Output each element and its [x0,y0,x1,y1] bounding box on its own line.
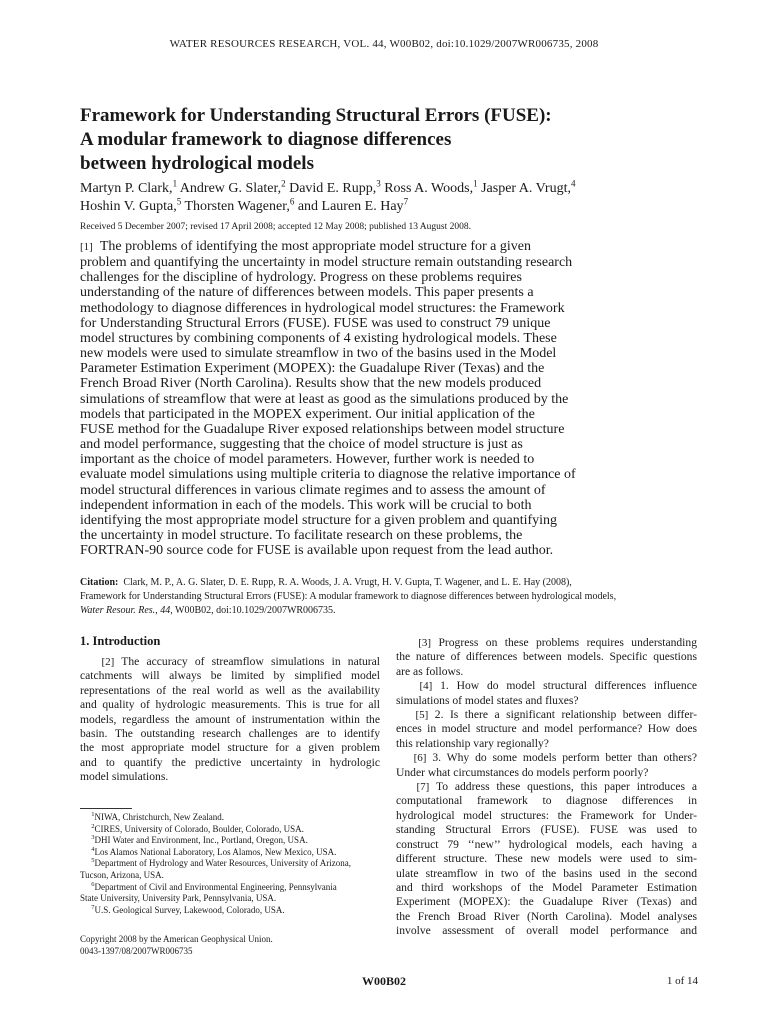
citation-text: Clark, M. P., A. G. Slater, D. E. Rupp, R. A. Woods, J. A. Vrugt, H. V. Gupta, T. Wagener, and L. E. Hay (2008), [123,577,572,588]
citation-tail: , W00B02, doi:10.1029/2007WR006735. [170,605,336,616]
title-line: A modular framework to diagnose differences [80,129,452,150]
footnote-mark: 5 [91,857,95,865]
abstract-line: problem and quantifying the uncertainty in model structure remain outstanding research [80,255,573,271]
abstract-line: FORTRAN-90 source code for FUSE is available upon request from the lead author. [80,543,554,559]
abstract-line: the uncertainty in model structure. To facilitate research on these problems, the [80,527,523,543]
citation-line [80,576,700,590]
footnote-mark: 2 [91,822,95,830]
body-line: simulations of model states and fluxes? [396,693,579,707]
paragraph-marker: [2] [101,656,115,668]
footnote-mark: 4 [91,845,95,853]
footnote [80,905,385,917]
issn-line: 0043-1397/08/2007WR006735 [80,945,193,956]
right-column-text [396,636,697,939]
footnote-continued: Tucson, Arizona, USA. [80,869,164,880]
footnote [80,858,385,870]
body-text: 1. How do model structural differences influence [440,679,698,693]
author-name: Jasper A. Vrugt, [477,181,571,196]
citation-label: Citation: [80,577,119,588]
abstract-line: evaluate model simulations using multiple criteria to diagnose the relative importance of [80,467,576,483]
footnote [80,882,385,894]
abstract-line: new models were used to simulate streamflow in two of the basins used in the Model [80,346,557,362]
affiliation-mark: 7 [403,196,409,207]
abstract-line: for Understanding Structural Errors (FUSE). FUSE was used to construct 79 unique [80,315,551,331]
footnote-text: DHI Water and Environment, Inc., Portland, Oregon, USA. [94,835,308,846]
abstract-line: methodology to diagnose differences in hydrological model structures: the Framework [80,300,565,316]
footnote-continued: State University, University Park, Pennsylvania, USA. [80,893,277,904]
intro-paragraph [80,655,380,785]
affiliation-mark: 2 [281,178,286,189]
body-line: different structure. These new models were used to sim- [396,852,697,866]
footnote [80,824,385,836]
body-line: and third workshops of the Model Parameter Estimation [396,880,697,894]
affiliation-mark: 3 [376,178,381,189]
abstract-line: model structural differences in various climate regimes and to assess the amount of [80,482,546,498]
paragraph-marker: [3] [418,637,432,649]
body-line: construct 79 ‘‘new’’ hydrological models, each having a [396,837,697,851]
footnote-text: CIRES, University of Colorado, Boulder, Colorado, USA. [94,823,304,834]
title-line: between hydrological models [80,153,314,174]
title-line: Framework for Understanding Structural Errors (FUSE): [80,105,552,126]
copyright-notice [80,934,273,957]
abstract-text: The problems of identifying the most appropriate model structure for a given [99,239,531,254]
body-line: the French Broad River (North Carolina). Model analyses [396,909,697,923]
body-line: computational framework to diagnose differences in [396,794,697,808]
footnote-text: Los Alamos National Laboratory, Los Alamos, New Mexico, USA. [94,846,337,857]
paragraph-marker: [5] [415,709,429,722]
article-number: W00B02 [361,974,406,988]
abstract [80,239,690,558]
running-head: WATER RESOURCES RESEARCH, VOL. 44, W00B02, doi:10.1029/2007WR006735, 2008 [169,38,599,50]
body-line: are as follows. [396,664,464,678]
affiliation-mark: 1 [473,178,478,189]
received-dates: Received 5 December 2007; revised 17 April 2008; accepted 12 May 2008; published 13 August 2008. [80,222,472,232]
body-line: catchments will always be limited by simplified model [80,669,380,683]
paragraph-marker: [6] [413,752,427,765]
body-line: the nature of differences between models. Specific questions [396,650,697,664]
body-line [396,636,697,650]
citation-line: Framework for Understanding Structural Errors (FUSE): A modular framework to diagnose differences between hydrological models, [80,591,617,602]
abstract-line: important as the choice of model parameters. However, further work is needed to [80,452,535,468]
body-line [80,655,380,669]
abstract-line: understanding of the nature of differences between models. This paper presents a [80,285,534,301]
abstract-line: independent information in each of the models. This work will be crucial to both [80,497,532,513]
footnote-divider [80,808,132,809]
body-line: model simulations. [80,770,169,784]
body-text: To address these questions, this paper introduces a [435,780,697,794]
body-text: 2. Is there a significant relationship between differ- [434,708,697,722]
footnote [80,835,385,847]
body-line: standing Structural Errors (FUSE). FUSE was used to [396,823,697,837]
footnote-mark: 1 [91,811,95,818]
body-line: models, regardless the amount of instrumentation within the [80,712,380,726]
author-name: and Lauren E. Hay [294,199,404,214]
footnote-mark: 7 [91,903,95,911]
footnote-text: U.S. Geological Survey, Lakewood, Colorado, USA. [94,904,285,915]
body-line: Under what circumstances do models perform poorly? [396,765,649,779]
abstract-line: models that participated in the MOPEX experiment. Our initial application of the [80,406,535,422]
copyright-line: Copyright 2008 by the American Geophysical Union. [80,934,273,944]
body-line: representations of the real world as well as the availability [80,683,380,697]
abstract-line: Parameter Estimation Experiment (MOPEX): the Guadalupe River (Texas) and the [80,361,545,377]
section-heading: 1. Introduction [80,634,161,648]
body-line: this relationship vary regionally? [396,736,549,750]
abstract-line: French Broad River (North Carolina). Results show that the new models produced [80,376,542,392]
affiliation-mark: 1 [172,178,178,189]
abstract-line: simulations of streamflow that were at least as good as the simulations produced by the [80,391,569,407]
footnote-text: Department of Civil and Environmental Engineering, Pennsylvania [94,881,337,892]
body-line: the most appropriate model structure for a given problem [80,741,380,755]
body-line: involve assessment of overall model performance and [396,924,697,938]
affiliation-mark: 4 [570,178,576,189]
body-line: Experiment (MOPEX): the Guadalupe River (Texas) and [396,895,697,909]
abstract-line: and model performance, suggesting that the choice of model structure is just as [80,437,523,453]
article-title [80,104,700,176]
author-name: Ross A. Woods, [380,181,474,196]
body-line: basin. The outstanding research challenges are to identify [80,727,380,741]
footnote-text: Department of Hydrology and Water Resources, University of Arizona, [94,858,352,869]
body-line: hydrological model structures: the Framework for Under- [396,808,697,822]
footnote [80,812,385,824]
affiliation-mark: 5 [176,196,182,207]
body-line [396,780,697,794]
affiliation-footnotes [80,812,385,916]
body-line: ulate streamflow in two of the basins used in the second [396,866,697,880]
abstract-line [80,239,690,255]
body-line [396,679,697,693]
author-name: Hoshin V. Gupta, [80,199,177,214]
abstract-line: challenges for the discipline of hydrology. Progress on these problems requires [80,270,522,286]
author-list [80,180,700,216]
abstract-line: FUSE method for the Guadalupe River exposed relationships between model structure [80,421,565,437]
journal-volume: 44 [160,605,171,616]
paragraph-marker: [7] [416,781,430,794]
footnote-text: NIWA, Christchurch, New Zealand. [94,812,224,822]
footnote-mark: 6 [91,880,95,888]
body-text: Progress on these problems requires understanding [438,636,697,649]
body-line: ences in model structure and model performance? How does [396,722,697,736]
author-name: David E. Rupp, [285,181,377,196]
author-name: Thorsten Wagener, [181,199,290,214]
author-name: Martyn P. Clark, [80,181,173,196]
body-line: and to quantify the predictive uncertainty in hydrologic [80,755,380,769]
author-line [80,198,700,216]
body-line: and quality of hydrologic measurements. This is true for all [80,698,380,712]
citation-line: Water Resour. Res., 44, W00B02, doi:10.1029/2007WR006735. [80,605,336,616]
journal-name: Water Resour. Res. [80,605,156,616]
body-line [396,708,697,722]
footnote-mark: 3 [91,834,95,842]
page-number: 1 of 14 [666,975,698,987]
footnote [80,847,385,859]
body-line [396,751,697,765]
body-text: The accuracy of streamflow simulations in natural [121,655,380,668]
author-name: Andrew G. Slater, [177,181,282,196]
abstract-line: identifying the most appropriate model structure for a given problem and quantifying [80,512,558,528]
paragraph-marker: [1] [80,241,93,253]
abstract-line: model structures by combining components of 4 existing hydrological models. These [80,330,557,346]
body-text: 3. Why do some models perform better than others? [432,751,697,765]
citation-block [80,576,700,618]
paragraph-marker: [4] [419,680,433,693]
affiliation-mark: 6 [289,196,295,207]
author-line [80,180,700,198]
